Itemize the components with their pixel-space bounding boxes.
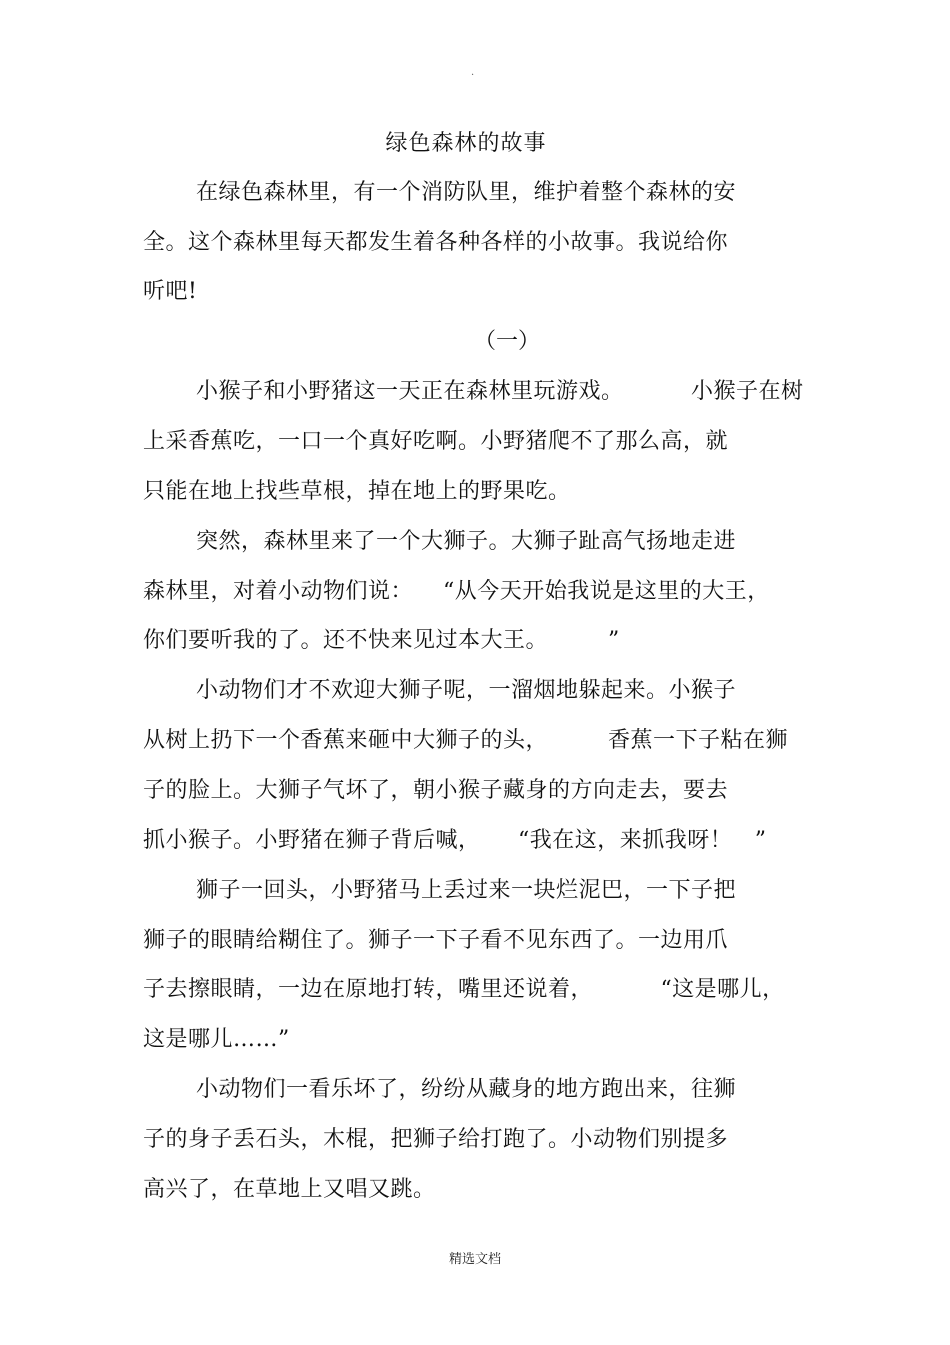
story-line: 子去擦眼睛，一边在原地打转，嘴里还说着， “这是哪儿， bbox=[143, 977, 785, 1002]
story-line: 狮子一回头，小野猪马上丢过来一块烂泥巴，一下子把 bbox=[196, 878, 737, 903]
story-line: 小猴子和小野猪这一天正在森林里玩游戏。 小猴子在树 bbox=[196, 379, 804, 404]
intro-line: 听吧! bbox=[143, 279, 198, 304]
story-line: 子的脸上。大狮子气坏了，朝小猴子藏身的方向走去，要去 bbox=[143, 778, 729, 803]
story-line: 小动物们才不欢迎大狮子呢，一溜烟地躲起来。小猴子 bbox=[196, 678, 737, 703]
intro-line: 在绿色森林里，有一个消防队里，维护着整个森林的安 bbox=[196, 180, 737, 205]
story-line: 从树上扔下一个香蕉来砸中大狮子的头， 香蕉一下子粘在狮 bbox=[143, 728, 788, 753]
story-line: 上采香蕉吃，一口一个真好吃啊。小野猪爬不了那么高，就 bbox=[143, 429, 729, 454]
story-line: 狮子的眼睛给糊住了。狮子一下子看不见东西了。一边用爪 bbox=[143, 928, 729, 953]
story-line: 高兴了，在草地上又唱又跳。 bbox=[143, 1177, 436, 1202]
header-mark: · bbox=[471, 70, 475, 81]
story-line: 森林里，对着小动物们说： “从今天开始我说是这里的大王， bbox=[143, 579, 770, 604]
story-line: 你们要听我的了。还不快来见过本大王。 ” bbox=[143, 628, 620, 653]
story-line: 抓小猴子。小野猪在狮子背后喊， “我在这，来抓我呀！ ” bbox=[143, 828, 767, 853]
story-line: 子的身子丢石头，木棍，把狮子给打跑了。小动物们别提多 bbox=[143, 1127, 729, 1152]
intro-line: 全。这个森林里每天都发生着各种各样的小故事。我说给你 bbox=[143, 230, 729, 255]
section-heading: （一） bbox=[474, 329, 541, 354]
story-line: 小动物们一看乐坏了，纷纷从藏身的地方跑出来，往狮 bbox=[196, 1077, 737, 1102]
story-title: 绿色森林的故事 bbox=[385, 131, 547, 156]
story-line: 只能在地上找些草根，掉在地上的野果吃。 bbox=[143, 479, 571, 504]
page-footer: 精选文档 bbox=[448, 1252, 501, 1267]
story-line: 突然，森林里来了一个大狮子。大狮子趾高气扬地走进 bbox=[196, 529, 737, 554]
story-line: 这是哪儿……” bbox=[143, 1027, 290, 1052]
